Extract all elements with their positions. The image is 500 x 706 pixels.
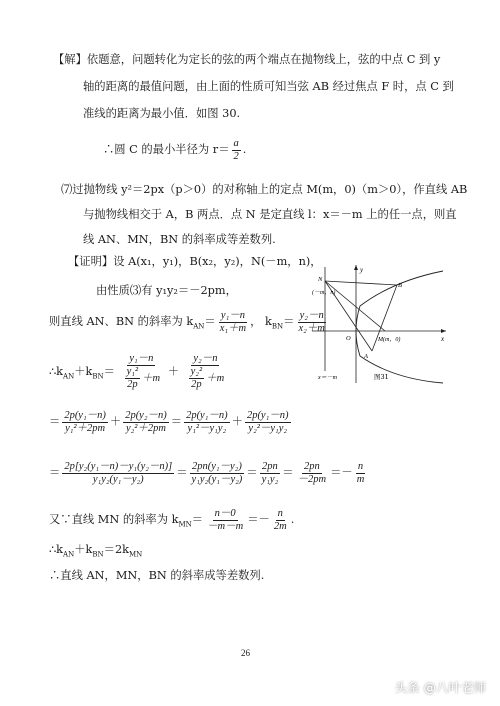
slopes-text: 则直线 AN、BN 的斜率为 k bbox=[49, 315, 194, 328]
equals: ＝ bbox=[191, 513, 204, 526]
fraction bbox=[62, 410, 108, 435]
plus-m: ＋m bbox=[206, 372, 225, 384]
period: . bbox=[290, 513, 295, 526]
fraction bbox=[62, 461, 174, 486]
subscript-AN: AN bbox=[63, 550, 75, 559]
sum-fraction-1 bbox=[121, 353, 163, 391]
fraction-denominator: m bbox=[356, 473, 365, 485]
subscript-AN: AN bbox=[193, 322, 205, 331]
fraction-numerator: n bbox=[277, 507, 283, 519]
nested-numerator: y₁² bbox=[126, 366, 139, 377]
fraction bbox=[272, 508, 289, 533]
period: . bbox=[242, 143, 247, 156]
page-number: 26 bbox=[241, 648, 250, 658]
fraction-denominator: y₁²＋2pm bbox=[65, 422, 106, 434]
figure-31 bbox=[298, 261, 448, 385]
plus: ＋ bbox=[167, 365, 180, 378]
min-radius-text: ∴圆 C 的最小半径为 r＝ bbox=[103, 143, 230, 156]
plus: ＋ bbox=[109, 415, 122, 428]
fraction-numerator: 2p(y₂－n) bbox=[125, 409, 167, 421]
x-axis-label: x bbox=[441, 335, 445, 343]
origin-label: O bbox=[346, 335, 351, 342]
fraction bbox=[245, 410, 291, 435]
fraction-denominator: x₂＋m bbox=[298, 322, 325, 334]
fraction bbox=[296, 461, 329, 486]
problem-7-line-1: ⑺过抛物线 y²＝2px（p＞0）的对称轴上的定点 M(m，0)（m＞0），作直线 AB bbox=[61, 183, 468, 196]
subscript-MN: MN bbox=[178, 520, 192, 529]
fraction-denominator bbox=[121, 366, 163, 391]
slopes-line bbox=[49, 307, 329, 341]
fraction-denominator bbox=[185, 366, 227, 391]
fraction-numerator: 2pn(y₁－y₂) bbox=[191, 460, 242, 472]
fraction-numerator: n－0 bbox=[214, 507, 236, 519]
fraction bbox=[260, 461, 281, 486]
subscript-AN: AN bbox=[63, 372, 75, 381]
fraction bbox=[123, 410, 169, 435]
solution-line-2: 轴的距离的最值问题，由上面的性质可知当弦 AB 经过焦点 F 时，点 C 到 bbox=[83, 80, 454, 93]
fraction-numerator: 2pn bbox=[303, 460, 320, 472]
fraction-denominator: 2 bbox=[233, 150, 239, 162]
subscript-BN: BN bbox=[92, 372, 104, 381]
mn-slope-text: 又∵直线 MN 的斜率为 k bbox=[49, 513, 179, 526]
equals-minus: ＝－ bbox=[247, 513, 270, 526]
fraction-denominator: x₁＋m bbox=[219, 322, 247, 334]
fraction-denominator: y₁²－y₁y₂ bbox=[187, 422, 227, 434]
sum-fraction-2 bbox=[185, 353, 227, 391]
nested-denominator: 2p bbox=[127, 379, 138, 390]
equals-minus: ＝－ bbox=[330, 466, 353, 479]
equals-2k: ＝2k bbox=[103, 543, 130, 556]
problem-7-line-2: 与抛物线相交于 A，B 两点．点 N 是定直线 l：x＝－m 上的任一点，则直 bbox=[83, 208, 457, 221]
subscript-BN: BN bbox=[92, 550, 104, 559]
fraction-numerator: 2p(y₁－n) bbox=[246, 409, 289, 421]
fraction bbox=[355, 461, 367, 486]
proof-line-2: 由性质⑶有 y₁y₂＝－2pm， bbox=[96, 284, 237, 297]
conclusion-line-2: ∴直线 AN，MN，BN 的斜率成等差数列. bbox=[49, 569, 265, 582]
subscript-MN: MN bbox=[129, 550, 143, 559]
equals: ＝ bbox=[283, 315, 295, 328]
fraction-numerator: n bbox=[357, 460, 364, 472]
fraction-denominator: y₂²＋2pm bbox=[125, 422, 166, 434]
equals: ＝ bbox=[49, 466, 61, 479]
fraction-denominator: y₁y₂ bbox=[261, 473, 279, 485]
fraction-numerator: y₁－n bbox=[220, 309, 245, 321]
sum-line-1 bbox=[49, 342, 228, 406]
segment-NM bbox=[325, 281, 385, 331]
solution-line-3: 准线的距离为最小值．如图 30. bbox=[83, 107, 241, 120]
equals: ＝ bbox=[176, 466, 188, 479]
point-N-label: N bbox=[318, 276, 323, 283]
point-N-coords: (－m，n) bbox=[312, 290, 336, 296]
plus-k: ＋k bbox=[74, 365, 93, 378]
fraction bbox=[184, 410, 230, 435]
equals: ＝ bbox=[246, 466, 258, 479]
subscript-BN: BN bbox=[271, 322, 284, 331]
fraction-denominator: y₁y₂(y₁－y₂) bbox=[92, 473, 144, 485]
fraction-numerator: a bbox=[233, 137, 239, 149]
equals: ＝ bbox=[49, 415, 61, 428]
nested-numerator: y₂² bbox=[190, 366, 203, 377]
fraction-numerator: 2p[y₂(y₁－n)－y₁(y₂－n)] bbox=[64, 460, 173, 472]
fraction bbox=[205, 508, 245, 533]
fraction-numerator: y₂－n bbox=[299, 309, 324, 321]
equals: ＝ bbox=[170, 415, 183, 428]
min-radius-line bbox=[103, 133, 246, 167]
solution-line-1: 【解】依题意，问题转化为定长的弦的两个端点在抛物线上，弦的中点 C 到 y bbox=[53, 53, 441, 66]
segment-NB bbox=[325, 281, 397, 285]
nested-fraction bbox=[125, 366, 140, 391]
equals: ＝ bbox=[103, 365, 115, 378]
watermark: 头条 @八叶老师 bbox=[394, 680, 486, 695]
equals: ＝ bbox=[204, 315, 216, 328]
nested-denominator: 2p bbox=[191, 379, 202, 390]
point-A-label: A bbox=[364, 353, 368, 360]
sum-line-2 bbox=[49, 405, 293, 439]
figure-caption: 图31 bbox=[374, 373, 389, 381]
nested-fraction bbox=[189, 366, 204, 391]
proof-line-1: 【证明】设 A(x₁，y₁)，B(x₂，y₂)，N(－m，n)， bbox=[68, 255, 322, 268]
y-axis-arrow bbox=[354, 265, 358, 270]
slope-AN-fraction bbox=[218, 310, 248, 335]
fraction-numerator: 2p(y₁－n) bbox=[64, 409, 106, 421]
fraction-numerator: 2pn bbox=[262, 460, 278, 472]
plus: ＋ bbox=[231, 415, 243, 428]
x-axis-arrow bbox=[441, 329, 446, 333]
fraction-denominator: y₁y₂(y₁－y₂) bbox=[191, 473, 243, 485]
radius-fraction bbox=[232, 138, 241, 163]
problem-7-line-3: 线 AN、MN，BN 的斜率成等差数列. bbox=[83, 233, 276, 246]
sum-line-3 bbox=[49, 456, 368, 490]
equals: ＝ bbox=[282, 466, 294, 479]
conclusion-line-1 bbox=[49, 542, 142, 562]
therefore-k: ∴k bbox=[49, 543, 64, 556]
point-M-label: M(m，0) bbox=[378, 337, 401, 343]
directrix-label: x＝－m bbox=[318, 375, 337, 381]
plus-m: ＋m bbox=[142, 372, 161, 384]
therefore-k: ∴k bbox=[49, 365, 64, 378]
y-axis-label: y bbox=[360, 266, 364, 274]
fraction-numerator: y₁－n bbox=[129, 353, 154, 364]
fraction-denominator: －2pm bbox=[297, 473, 327, 485]
fraction-denominator: y₂²－y₁y₂ bbox=[248, 422, 288, 434]
fraction-numerator: y₂－n bbox=[193, 353, 218, 364]
fraction-numerator: 2p(y₁－n) bbox=[186, 409, 228, 421]
fraction-denominator: 2m bbox=[273, 520, 287, 532]
fraction-denominator: －m－m bbox=[207, 520, 244, 532]
slopes-text-mid: ， k bbox=[250, 315, 272, 328]
plus-k: ＋k bbox=[74, 543, 93, 556]
mn-slope-line bbox=[49, 503, 294, 541]
fraction bbox=[190, 461, 245, 486]
point-B-label: B bbox=[398, 282, 402, 289]
